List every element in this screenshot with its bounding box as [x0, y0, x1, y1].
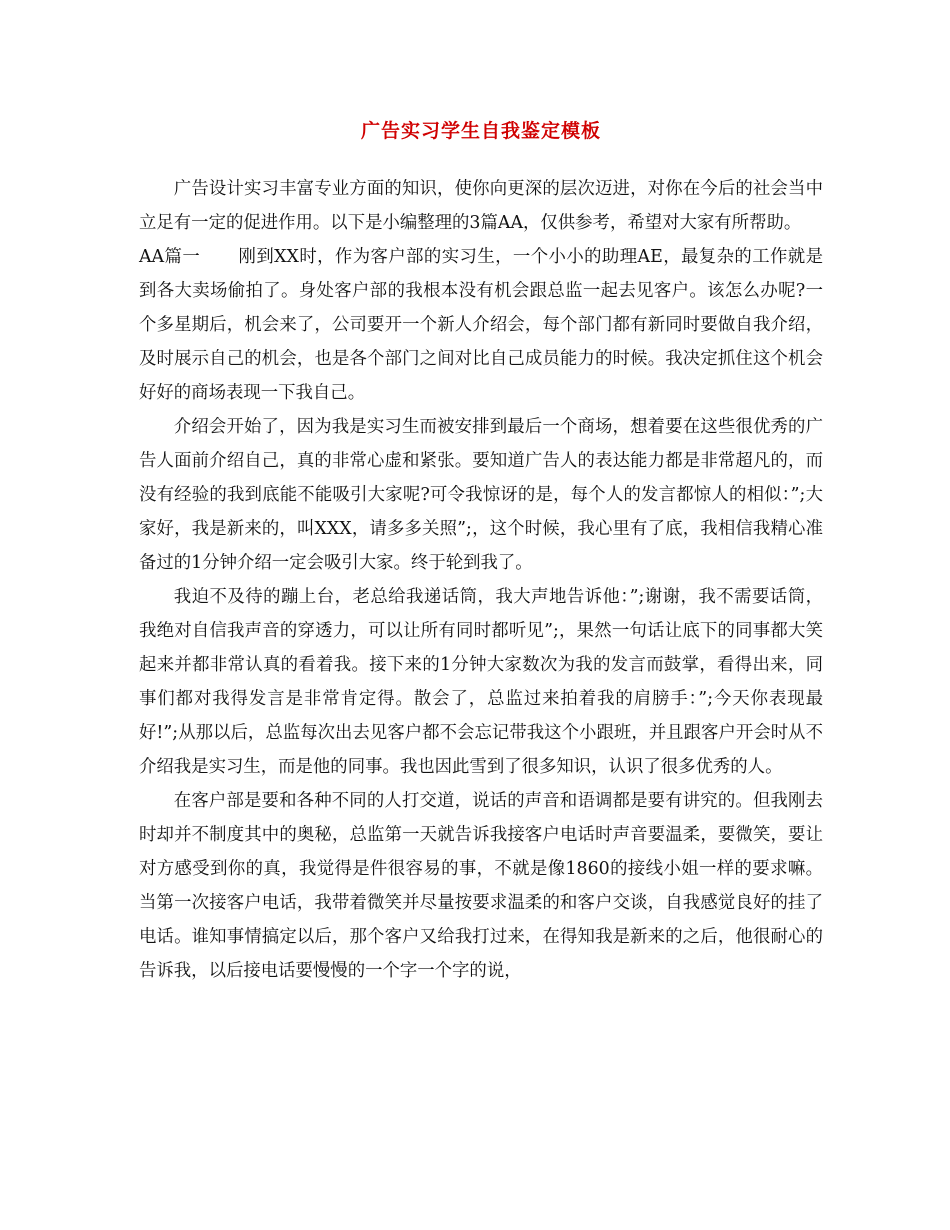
paragraph-4: 在客户部是要和各种不同的人打交道，说话的声音和语调都是要有讲究的。但我刚去时却并不制度其中的奥秘，总监第一天就告诉我接客户电话时声音要温柔，要微笑，要让对方感受到你的真，我觉得是件很容易的事，不就是像1860的接线小姐一样的要求嘛。当第一次接客户电话，我带着微笑并尽量按要求温柔的和客户交谈，自我感觉良好的挂了电话。谁知事情搞定以后，那个客户又给我打过来，在得知我是新来的之后，他很耐心的告诉我，以后接电话要慢慢的一个字一个字的说， — [139, 791, 823, 981]
paragraph-3: 我迫不及待的蹦上台，老总给我递话筒，我大声地告诉他：”;谢谢，我不需要话筒，我绝对自信我声音的穿透力，可以让所有同时都听见”;，果然一句话让底下的同事都大笑起来并都非常认真的看着我。接下来的1分钟大家数次为我的发言而鼓掌，看得出来，同事们都对我得发言是非常肯定得。散会了，总监过来拍着我的肩膀手：”;今天你表现最好!”;从那以后，总监每次出去见客户都不会忘记带我这个小跟班，并且跟客户开会时从不介绍我是实习生，而是他的同事。我也因此雪到了很多知识，认识了很多优秀的人。 — [139, 587, 823, 777]
document-title: 广告实习学生自我鉴定模板 — [360, 120, 601, 142]
section-label: AA篇一 — [139, 247, 201, 267]
document-page — [139, 118, 823, 988]
paragraph-2: 介绍会开始了，因为我是实习生而被安排到最后一个商场，想着要在这些很优秀的广告人面前介绍自己，真的非常心虚和紧张。要知道广告人的表达能力都是非常超凡的，而没有经验的我到底能不能吸引大家呢?可令我惊讶的是，每个人的发言都惊人的相似：”;大家好，我是新来的，叫XXX，请多多关照”;，这个时候，我心里有了底，我相信我精心准备过的1分钟介绍一定会吸引大家。终于轮到我了。 — [139, 417, 823, 573]
section-paragraph-1 — [139, 240, 823, 410]
intro-paragraph: 广告设计实习丰富专业方面的知识，使你向更深的层次迈进，对你在今后的社会当中立足有一定的促进作用。以下是小编整理的3篇AA，仅供参考，希望对大家有所帮助。 — [139, 179, 823, 233]
paragraph-1-text: 刚到XX时，作为客户部的实习生，一个小小的助理AE，最复杂的工作就是到各大卖场偷拍了。身处客户部的我根本没有机会跟总监一起去见客户。该怎么办呢?一个多星期后，机会来了，公司要开一个新人介绍会，每个部门都有新同时要做自我介绍，及时展示自己的机会，也是各个部门之间对比自己成员能力的时候。我决定抓住这个机会好好的商场表现一下我自己。 — [139, 247, 823, 403]
